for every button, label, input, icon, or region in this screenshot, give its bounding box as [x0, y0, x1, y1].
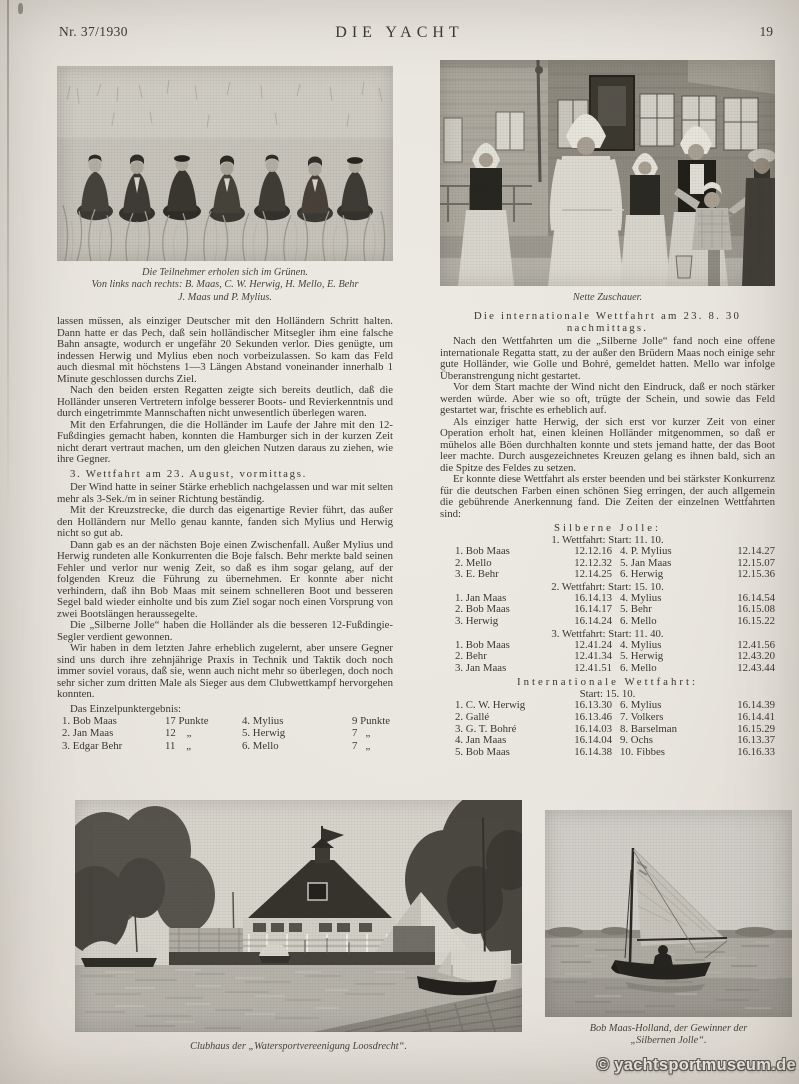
- result-name: 5. Jan Maas: [620, 556, 672, 569]
- international-results-table: [440, 700, 775, 758]
- race-results-table: [440, 593, 775, 628]
- result-name: 7. Volkers: [620, 710, 664, 723]
- result-time: 16.14.38: [574, 745, 612, 758]
- paragraph: Als einziger hatte Herwig, der sich erst vor kurzer Zeit von einer Operation erholt hat, einen kleinen Holländer mitgenommen, so daß er mühelos alle Böen durchhalten konnte und stets jemand hatte, der das Boot leer machte. Durch ausgezeichnetes Kreuzen gelang es ihnen bald, sich an die Spitze des Feldes zu setzen.: [440, 415, 775, 474]
- result-name: 5. Behr: [620, 603, 652, 616]
- result-time: 12.15.07: [737, 556, 775, 569]
- result-name: 1. Bob Maas: [62, 715, 117, 728]
- race-header: 1. Wettfahrt: Start: 11. 10.: [551, 534, 664, 546]
- result-name: 2. Bob Maas: [455, 603, 510, 616]
- result-time: 16.14.41: [737, 710, 775, 723]
- heading-line: Die internationale Wettfahrt am 23. 8. 30: [473, 310, 742, 323]
- result-points: 7 „: [352, 727, 371, 740]
- result-name: 2. Gallé: [455, 710, 490, 723]
- race-header: 3. Wettfahrt: Start: 11. 40.: [551, 627, 664, 640]
- heading-line: nachmittags.: [566, 322, 649, 335]
- result-name: 4. P. Mylius: [620, 545, 672, 557]
- result-time: 12.14.27: [737, 545, 775, 557]
- caption-line: Nette Zuschauer.: [572, 292, 643, 303]
- result-name: 2. Behr: [455, 650, 487, 663]
- result-name: 2. Mello: [455, 556, 492, 569]
- paragraph: Dann gab es an der nächsten Boje einen Zwischenfall. Außer Mylius und Herwig rundeten alle Konkurrenten die Boje falsch. Behr merkte bald seinen Fehler und verlor nur wenig Zeit, so daß es ihm sogar gelang, auf der folgenden Kreuz die Führung zu übernehmen. Er konnte aber nicht verhindern, daß ihn Bob Maas mit seinem schnelleren Boot und besseren Segel bald wieder einholte und bis zum Ziel sogar noch einen Vorsprung von zwei Bootslängen heraussegelte.: [57, 538, 393, 620]
- result-name: 4. Jan Maas: [455, 734, 507, 747]
- issue-number: Nr. 37/1930: [59, 24, 128, 39]
- result-name: 4. Mylius: [242, 715, 284, 728]
- page-number: 19: [759, 24, 773, 39]
- scan-edge-artifact: [7, 0, 9, 520]
- result-name: 3. Herwig: [455, 614, 499, 627]
- paragraph: Wir haben in dem letzten Jahre erheblich zugelernt, aber unsere Gegner sind uns durch ihre zehnjährige Praxis in Technik und Taktik doch noch immer soviel voraus, daß sie, wenn auch nicht mehr so überlegen, doch noch sehr sicher zum dritten Male als Sieger aus dem Clubwettkampf hervorgehen konnten.: [57, 642, 393, 701]
- article-text-left: [57, 316, 393, 752]
- photo-participants-in-grass: [57, 66, 393, 261]
- result-points: 12 „: [165, 727, 192, 740]
- result-time: 16.14.03: [574, 722, 612, 735]
- page-header: [0, 24, 799, 46]
- race-header: 2. Wettfahrt: Start: 15. 10.: [551, 580, 664, 593]
- photo-spectators: [440, 60, 775, 286]
- result-time: 16.14.13: [574, 591, 612, 604]
- result-time: 16.15.29: [737, 722, 775, 735]
- result-time: 16.13.30: [574, 699, 612, 712]
- result-time: 16.15.08: [737, 603, 775, 616]
- result-name: 6. Mello: [620, 614, 657, 627]
- magazine-title: DIE YACHT: [335, 24, 464, 41]
- paragraph: Mit den Erfahrungen, die die Holländer im Laufe der Jahre mit den 12-Fußdingies gemacht haben, konnten die Hamburger sich in der kurzen Zeit nicht derart vertraut machen, um den gleichen Nutzen daraus zu ziehen, wie ihre Gegner.: [57, 418, 393, 466]
- points-result-table: [57, 715, 393, 752]
- dinghy-photo-illustration: [545, 810, 792, 1017]
- result-name: 5. Bob Maas: [455, 745, 510, 758]
- caption-line: Bob Maas-Holland, der Gewinner der: [589, 1023, 748, 1034]
- result-time: 12.41.24: [574, 638, 612, 651]
- photo-bob-maas-dinghy: [545, 810, 792, 1017]
- result-points: 11 „: [165, 739, 191, 752]
- result-name: 4. Mylius: [620, 638, 662, 651]
- section-title-silberne-jolle: Silberne Jolle:: [553, 522, 662, 534]
- result-time: 16.15.22: [737, 614, 775, 627]
- result-name: 4. Mylius: [620, 591, 662, 604]
- result-name: 2. Jan Maas: [62, 727, 114, 740]
- result-name: 5. Herwig: [242, 727, 286, 740]
- right-column: [440, 60, 775, 758]
- scan-mark-artifact: [18, 3, 23, 14]
- result-time: 16.14.04: [574, 734, 612, 747]
- caption-clubhouse: Clubhaus der „Watersportvereenigung Loosdrecht“.: [190, 1041, 407, 1052]
- paragraph: Vor dem Start machte der Wind nicht den Eindruck, daß er noch stärker werden würde. Aber wie so oft, trügte der Schein, und sowie das Feld gestartet war, frischte es erheblich auf.: [440, 381, 775, 416]
- caption-line: „Silbernen Jolle“.: [630, 1035, 707, 1047]
- left-column: [57, 66, 393, 752]
- result-name: 3. Edgar Behr: [62, 739, 123, 752]
- section-title-international: Internationale Wettfahrt:: [517, 676, 698, 689]
- points-result-title: Das Einzelpunktergebnis:: [70, 702, 182, 715]
- result-name: 8. Barselman: [620, 722, 677, 735]
- race-results-table: [440, 640, 775, 675]
- figure-clubhouse: [75, 800, 522, 1053]
- result-name: 10. Fibbes: [620, 745, 665, 758]
- result-time: 16.14.17: [574, 603, 612, 616]
- result-time: 16.13.37: [737, 734, 775, 747]
- figure-winner-boat: [545, 810, 792, 1048]
- paragraph: Mit der Kreuzstrecke, die durch das eigenartige Revier führt, das außer den Holländern nur Mello genau kannte, fanden sich Mylius und Herwig nicht so gut ab.: [57, 504, 393, 540]
- result-name: 6. Herwig: [620, 568, 664, 581]
- result-time: 12.43.44: [737, 661, 775, 674]
- result-name: 9. Ochs: [620, 734, 653, 747]
- paragraph: lassen müssen, als einziger Deutscher mit den Holländern Schritt halten. Dann hatte er das Pech, daß sein holländischer Mitsegler ihm eine falsche Bahn ansagte, wodurch er ungefähr 20 Sekunden verlor. Dies genügte, um indessen Herwig und Mylius eben noch vorbeizulassen. So kam das Feld auch diesmal mit höchstens 1—3 Längen Abstand voneinander innerhalb 1 Minute geschlossen durchs Ziel.: [57, 315, 393, 385]
- paragraph: Die „Silberne Jolle“ haben die Holländer als die besseren 12-Fußdingie-Segler verdient gewonnen.: [57, 619, 393, 643]
- result-time: 16.16.33: [737, 745, 775, 758]
- result-time: 12.12.16: [574, 545, 612, 557]
- result-time: 12.15.36: [737, 568, 775, 581]
- heading-third-race: 3. Wettfahrt am 23. August, vormittags.: [70, 467, 308, 480]
- result-time: 12.41.51: [574, 661, 612, 674]
- result-time: 16.14.54: [737, 591, 775, 604]
- race-results-table: [440, 546, 775, 581]
- caption-line: Die Teilnehmer erholen sich im Grünen.: [142, 267, 308, 278]
- result-name: 1. C. W. Herwig: [455, 699, 526, 712]
- paragraph: Nach den beiden ersten Regatten zeigte sich bereits deutlich, daß die Holländer unseren Vertretern infolge besserer Boots- und Revierkenntnis und durch eingetrimmte Mannschaften nicht unwesentlich überlegen waren.: [57, 384, 393, 420]
- result-name: 5. Herwig: [620, 650, 664, 663]
- result-time: 12.41.56: [737, 638, 775, 651]
- paragraph: Er konnte diese Wettfahrt als erster beenden und bei stärkster Konkurrenz für die deutschen Farben einen schönen Sieg erringen, der auch allgemein die gebührende Anerkennung fand. Die Zeiten der einzelnen Wettfahrten sind:: [440, 473, 775, 520]
- result-time: 16.14.39: [737, 699, 775, 712]
- result-time: 12.14.25: [574, 568, 612, 581]
- result-name: 3. Jan Maas: [455, 661, 507, 674]
- caption-line: Von links nach rechts: B. Maas, C. W. Herwig, H. Mello, E. Behr: [91, 279, 359, 291]
- caption-line: J. Maas und P. Mylius.: [178, 291, 272, 303]
- result-name: 1. Bob Maas: [455, 638, 510, 651]
- heading-international-race: [440, 311, 775, 335]
- result-name: 3. G. T. Bohré: [455, 722, 517, 735]
- watermark-yachtsportmuseum: © yachtsportmuseum.de: [596, 1056, 796, 1074]
- clubhouse-photo-illustration: [75, 800, 522, 1032]
- paragraph: Nach den Wettfahrten um die „Silberne Jolle“ fand noch eine offene internationale Regatta statt, zu der außer den Brüdern Maas noch einige sehr gute Holländer, wie Golle und Bohré, gemeldet hatten. Mello war infolge Überanstrengung nicht gestartet.: [440, 335, 775, 382]
- international-start: Start: 15. 10.: [579, 688, 636, 701]
- result-name: 3. E. Behr: [455, 568, 499, 581]
- result-name: 1. Jan Maas: [455, 591, 507, 604]
- result-time: 12.41.34: [574, 650, 612, 663]
- result-points: 7 „: [352, 739, 371, 752]
- article-text-right: [440, 336, 775, 758]
- result-name: 6. Mylius: [620, 699, 662, 712]
- result-time: 12.43.20: [737, 650, 775, 663]
- result-name: 1. Bob Maas: [455, 545, 510, 557]
- photo-clubhouse: [75, 800, 522, 1032]
- participants-photo-illustration: [57, 66, 393, 261]
- paragraph: Der Wind hatte in seiner Stärke erheblich nachgelassen und war mit selten mehr als 3-Sek./m in seiner Richtung beständig.: [57, 481, 393, 505]
- result-name: 6. Mello: [242, 739, 279, 752]
- result-time: 16.14.24: [574, 614, 612, 627]
- result-time: 16.13.46: [574, 710, 612, 723]
- spectators-photo-illustration: [440, 60, 775, 286]
- photo-caption-spectators: [440, 292, 775, 304]
- result-points: 17 Punkte: [165, 715, 209, 728]
- result-name: 6. Mello: [620, 661, 657, 674]
- photo-caption-participants: [57, 267, 393, 304]
- caption-winner-boat: [545, 1023, 792, 1048]
- result-time: 12.12.32: [574, 556, 612, 569]
- result-points: 9 Punkte: [352, 715, 391, 728]
